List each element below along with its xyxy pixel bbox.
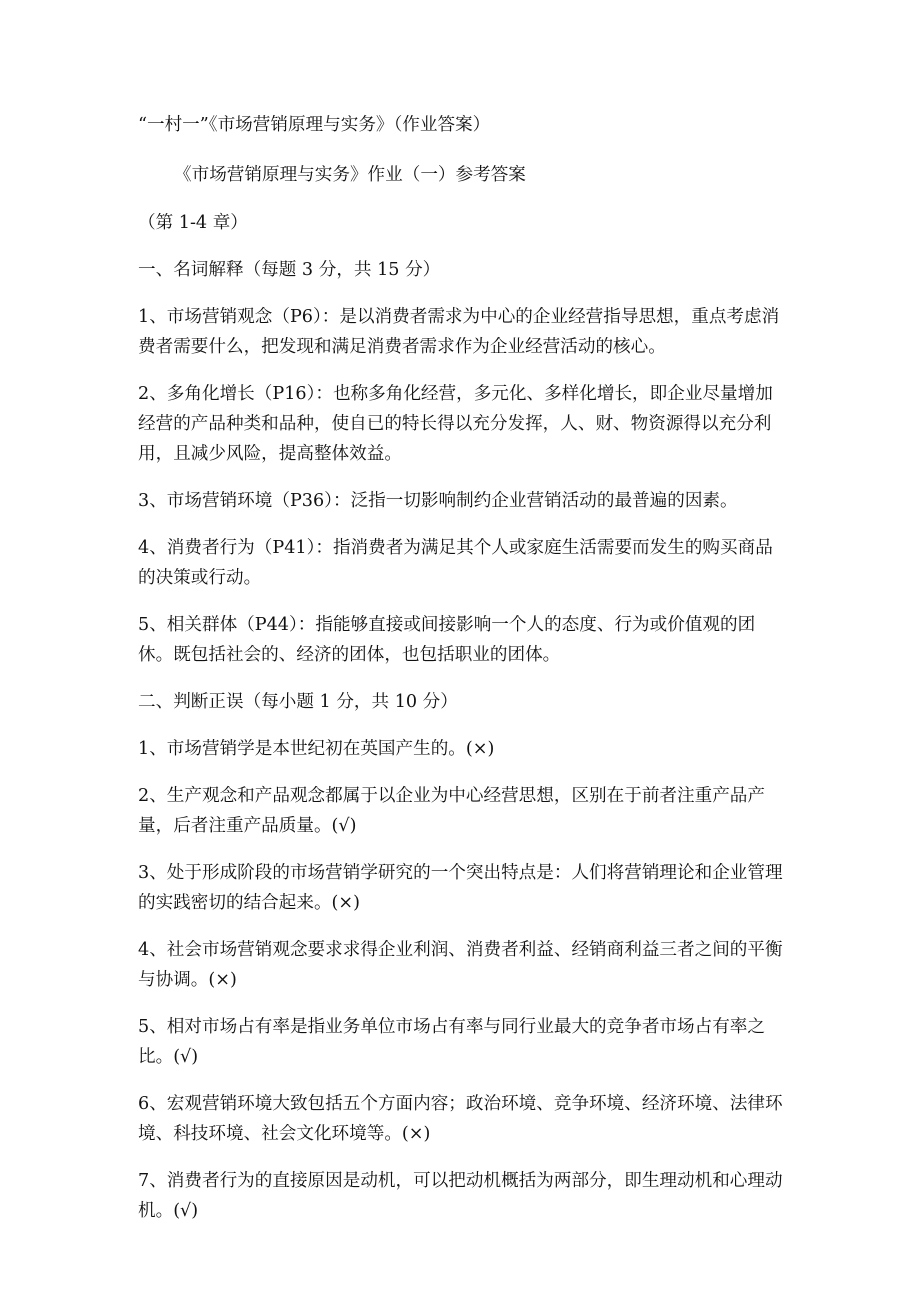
true-false-item: 2、生产观念和产品观念都属于以企业为中心经营思想，区别在于前者注重产品产量，后者注重产品质量。(√) [138, 786, 765, 836]
true-false-item: 3、处于形成阶段的市场营销学研究的一个突出特点是：人们将营销理论和企业管理的实践密切的结合起来。(×) [138, 863, 783, 913]
true-false-item: 7、消费者行为的直接原因是动机，可以把动机概括为两部分，即生理动机和心理动机。(√) [138, 1171, 783, 1221]
definition-item: 2、多角化增长（P16）：也称多角化经营，多元化、多样化增长，即企业尽量增加经营的产品种类和品种，使自已的特长得以充分发挥，人、财、物资源得以充分利用，且减少风险，提高整体效益。 [138, 384, 773, 464]
document-title: “一村一”《市场营销原理与实务》（作业答案） [138, 115, 491, 135]
definition-item: 1、市场营销观念（P6）：是以消费者需求为中心的企业经营指导思想，重点考虑消费者需要什么，把发现和满足消费者需求作为企业经营活动的核心。 [138, 307, 780, 357]
true-false-item: 4、社会市场营销观念要求求得企业利润、消费者利益、经销商利益三者之间的平衡与协调。(×) [138, 940, 783, 990]
definition-item: 3、市场营销环境（P36）：泛指一切影响制约企业营销活动的最普遍的因素。 [138, 491, 738, 511]
document-page [138, 110, 788, 1243]
section-heading-true-false: 二、判断正误（每小题 1 分，共 10 分） [138, 692, 458, 712]
true-false-item: 1、市场营销学是本世纪初在英国产生的。(×) [138, 739, 495, 759]
definition-item: 5、相关群体（P44）：指能够直接或间接影响一个人的态度、行为或价值观的团休。既包括社会的、经济的团体，也包括职业的团体。 [138, 615, 756, 665]
true-false-item: 6、宏观营销环境大致包括五个方面内容；政治环境、竞争环境、经济环境、法律环境、科技环境、社会文化环境等。(×) [138, 1094, 783, 1144]
true-false-item: 5、相对市场占有率是指业务单位市场占有率与同行业最大的竞争者市场占有率之比。(√) [138, 1017, 765, 1067]
chapter-range: （第 1-4 章） [138, 213, 248, 233]
section-heading-definitions: 一、名词解释（每题 3 分，共 15 分） [138, 260, 441, 280]
definition-item: 4、消费者行为（P41）：指消费者为满足其个人或家庭生活需要而发生的购买商品的决策或行动。 [138, 538, 773, 588]
document-subtitle: 《市场营销原理与实务》作业（一）参考答案 [174, 165, 526, 185]
